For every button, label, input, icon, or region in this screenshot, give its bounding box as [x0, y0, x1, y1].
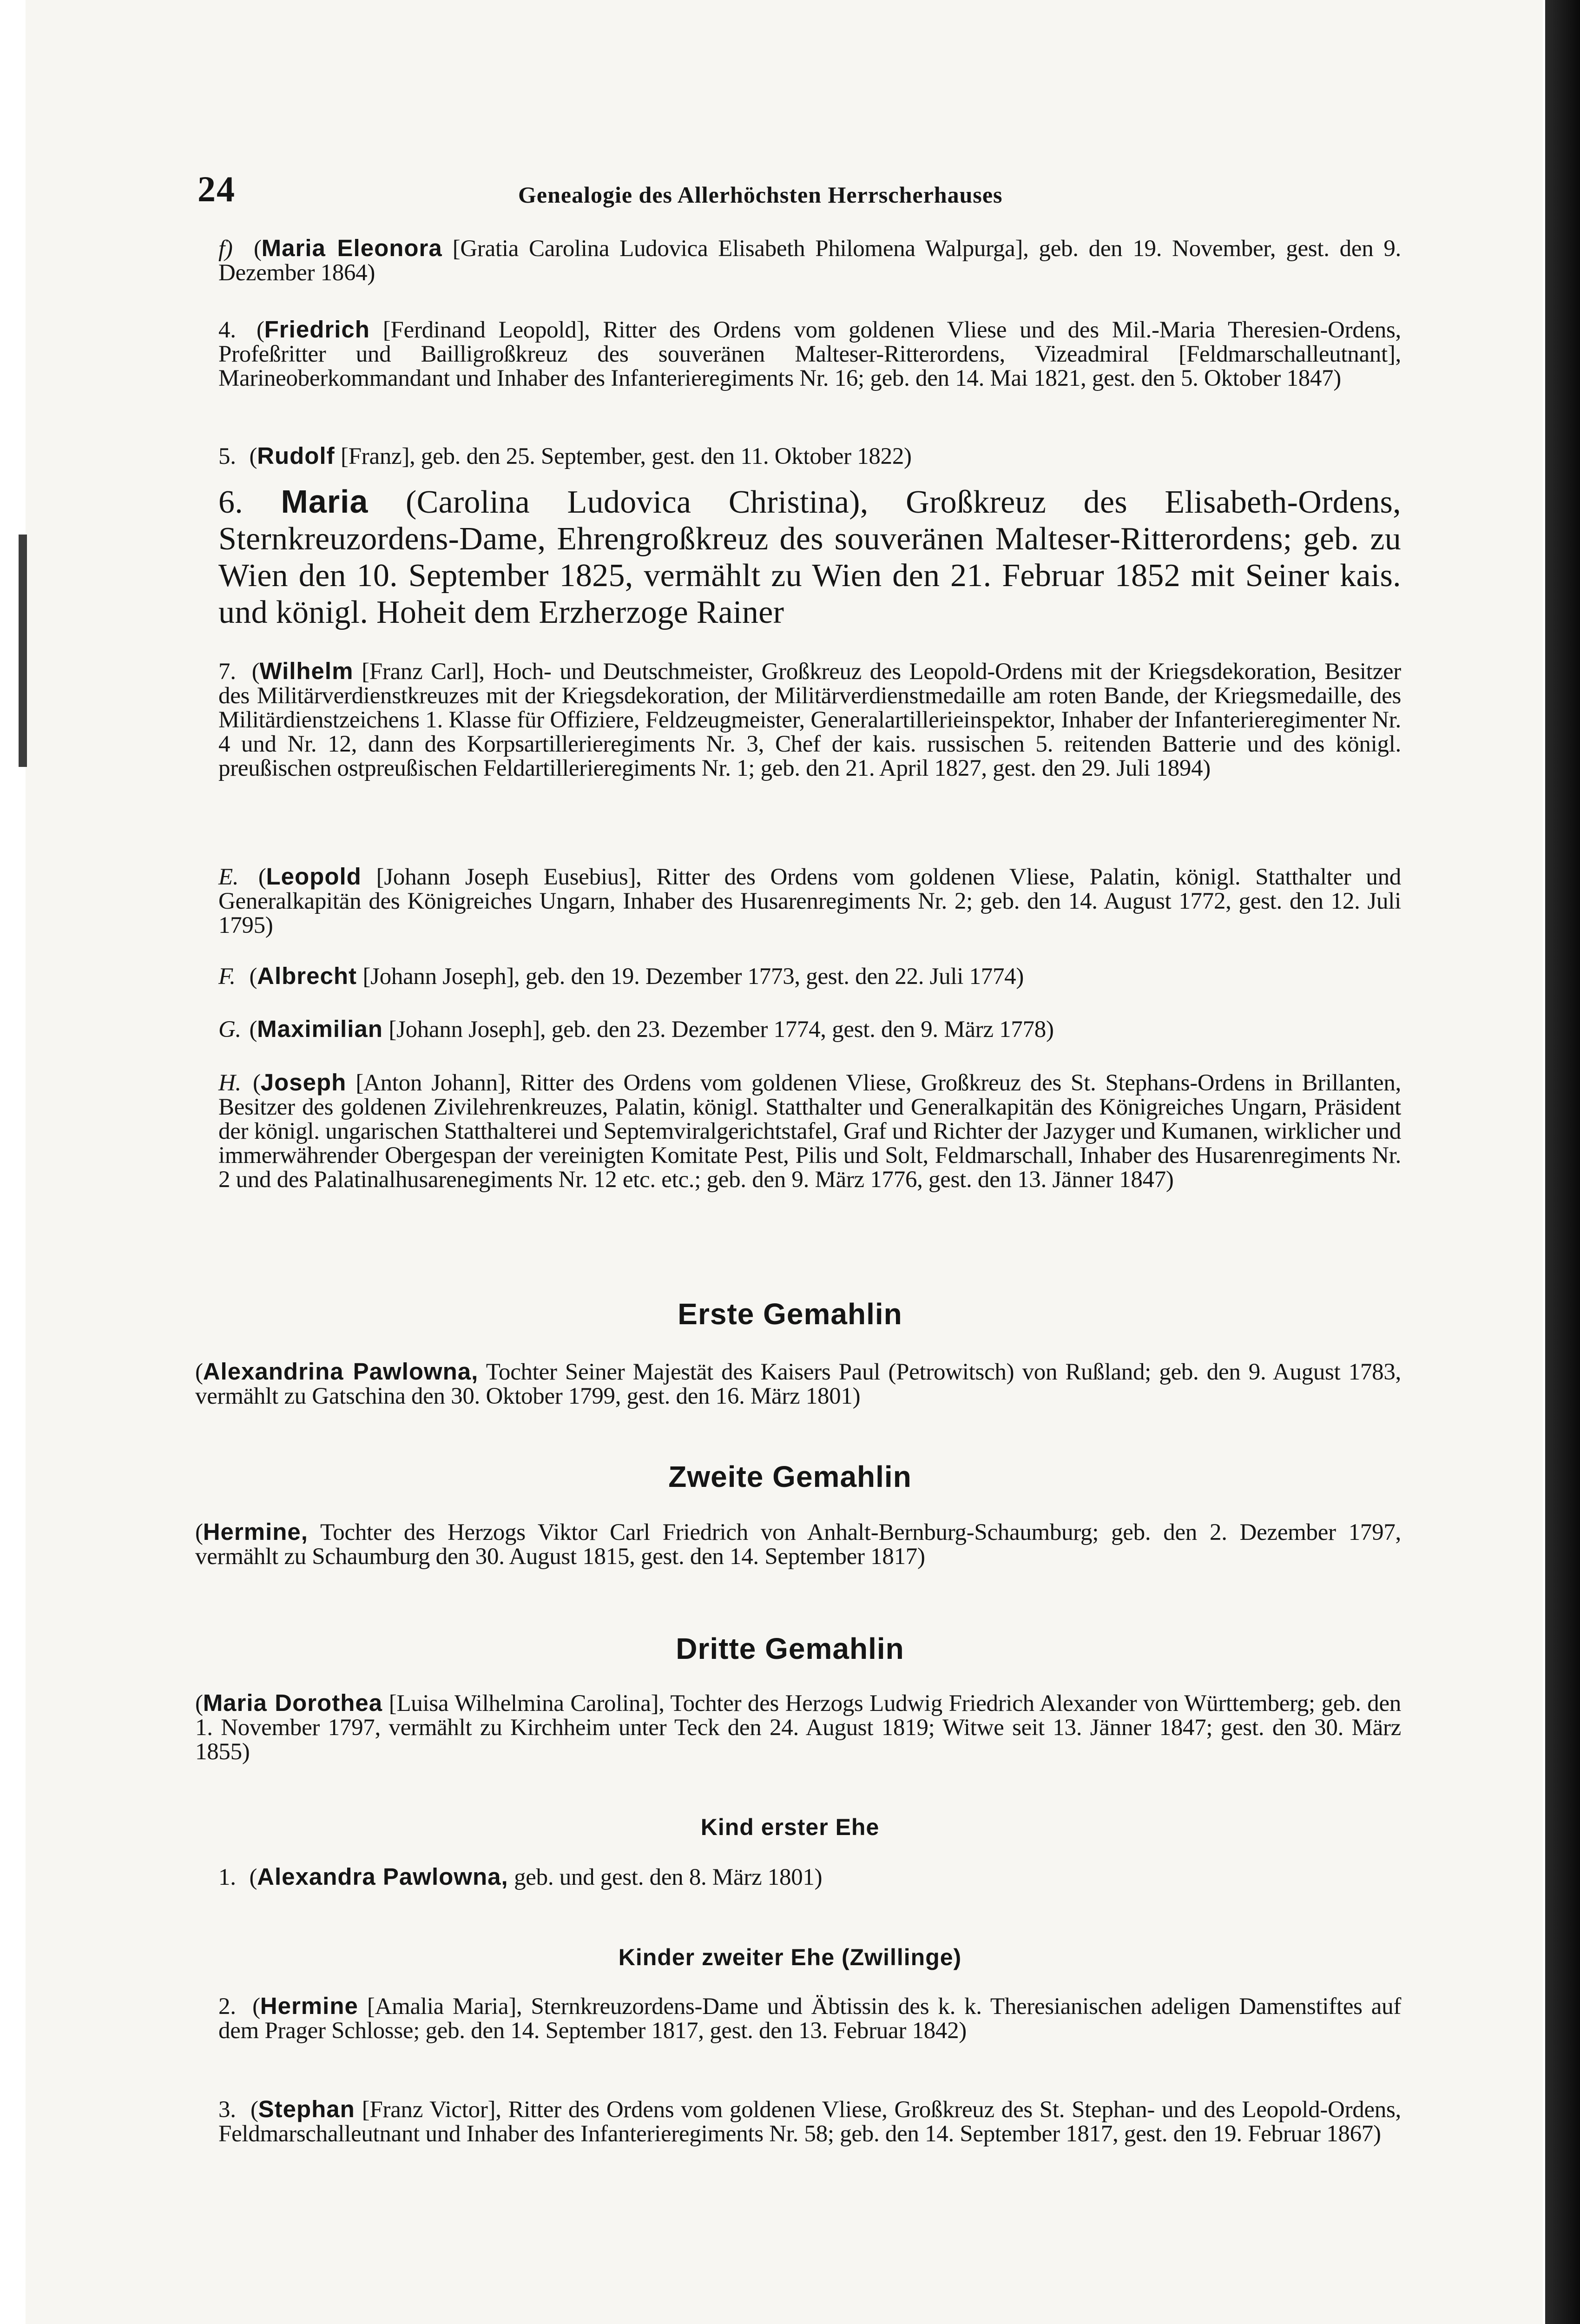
- entry-text: [Luisa Wilhelmina Carolina], Tochter des Herzogs Ludwig Friedrich Alexander von Württemberg; geb. den 1. November 1797, vermählt zu Kirchheim unter Teck den 24. August 1819; Witwe seit 13. Jänner 1847; gest. den 30. März 1855): [195, 1690, 1402, 1765]
- entry-hermine-gemahlin: (Hermine, Tochter des Herzogs Viktor Carl Friedrich von Anhalt-Bernburg-Schaumburg; geb. den 2. Dezember 1797, vermählt zu Schaumburg den 30. August 1815, gest. den 14. September 1817): [195, 1519, 1401, 1570]
- entry-text: [Anton Johann], Ritter des Ordens vom goldenen Vliese, Großkreuz des St. Stephans-Ordens in Brillanten, Besitzer des goldenen Zivilehrenkreuzes, Palatin, königl. Statthalter und Generalkapitän des Königreiches Ungarn, Präsident der königl. ungarischen Statthalterei und Septemviralgerichtstafel, Graf und Richter der Jazyger und Kumanen, wirklicher und immerwährender Obergespan der vereinigten Komitate Pest, Pilis und Solt, Feldmarschall, Inhaber des Husarenregiments Nr. 2 und des Palatinalhusarenegiments Nr. 12 etc. etc.; geb. den 9. März 1776, gest. den 13. Jänner 1847): [218, 1070, 1401, 1193]
- entry-text: [Johann Joseph], geb. den 19. Dezember 1773, gest. den 22. Juli 1774): [362, 964, 1024, 990]
- entry-name: Joseph: [260, 1069, 347, 1096]
- entry-text: [Franz Victor], Ritter des Ordens vom goldenen Vliese, Großkreuz des St. Stephan- und des Leopold-Ordens, Feldmarschalleutnant und Inhaber des Infanterieregiments Nr. 58; geb. den 14. September 1817, gest. den 19. Februar 1867): [218, 2097, 1401, 2147]
- entry-name: Rudolf: [257, 442, 335, 469]
- entry-name: Friedrich: [264, 316, 370, 343]
- entry-alexandrina: (Alexandrina Pawlowna, Tochter Seiner Majestät des Kaisers Paul (Petrowitsch) von Rußland; geb. den 9. August 1783, vermählt zu Gatschina den 30. Oktober 1799, gest. den 16. März 1801): [195, 1358, 1402, 1409]
- page-number: 24: [198, 169, 236, 209]
- entry-text: [Amalia Maria], Sternkreuzordens-Dame und Äbtissin des k. k. Theresianischen adeligen Damenstiftes auf dem Prager Schlosse; geb. den 14. September 1817, gest. den 13. Februar 1842): [218, 1994, 1402, 2044]
- entry-leopold: E. (Leopold [Johann Joseph Eusebius], Ritter des Ordens vom goldenen Vliese, Palatin, königl. Statthalter und Generalkapitän des Königreiches Ungarn, Inhaber des Husarenregiments Nr. 2; geb. den 14. August 1772, gest. den 12. Juli 1795): [218, 863, 1401, 938]
- entry-index: 7.: [218, 659, 236, 685]
- entry-name: Albrecht: [257, 963, 357, 989]
- entry-index: 6.: [218, 484, 244, 520]
- entry-name: Alexandra Pawlowna,: [257, 1863, 508, 1890]
- entry-friedrich: 4. (Friedrich [Ferdinand Leopold], Ritter des Ordens vom goldenen Vliese und des Mil.-Maria Theresien-Ordens, Profeßritter und Bailligroßkreuz des souveränen Malteser-Ritterordens, Vizeadmiral [Feldmarschalleutnant], Marineoberkommandant und Inhaber des Infanterieregiments Nr. 16; geb. den 14. Mai 1821, gest. den 5. Oktober 1847): [218, 316, 1401, 391]
- heading-erste-gemahlin: Erste Gemahlin: [678, 1297, 902, 1331]
- heading-zweite-gemahlin: Zweite Gemahlin: [668, 1460, 912, 1493]
- entry-maximilian: G. (Maximilian [Johann Joseph], geb. den 23. Dezember 1774, gest. den 9. März 1778): [218, 1016, 1054, 1043]
- entry-index: H.: [218, 1070, 241, 1096]
- entry-index: F.: [218, 964, 236, 990]
- entry-index: G.: [218, 1017, 241, 1043]
- entry-index: 3.: [218, 2097, 236, 2123]
- entry-name: Leopold: [266, 863, 362, 890]
- entry-alexandra-pawlowna: 1. (Alexandra Pawlowna, geb. und gest. den 8. März 1801): [218, 1863, 823, 1890]
- entry-name: Alexandrina Pawlowna,: [203, 1358, 479, 1385]
- entry-text: [Johann Joseph Eusebius], Ritter des Ordens vom goldenen Vliese, Palatin, königl. Statthalter und Generalkapitän des Königreiches Ungarn, Inhaber des Husarenregiments Nr. 2; geb. den 14. August 1772, gest. den 12. Juli 1795): [218, 864, 1401, 938]
- scan-border-left: [19, 535, 27, 767]
- running-head: Genealogie des Allerhöchsten Herrscherhauses: [518, 182, 1003, 208]
- entry-name: Wilhelm: [259, 658, 354, 684]
- entry-joseph: H. (Joseph [Anton Johann], Ritter des Ordens vom goldenen Vliese, Großkreuz des St. Stephans-Ordens in Brillanten, Besitzer des goldenen Zivilehrenkreuzes, Palatin, königl. Statthalter und Generalkapitän des Königreiches Ungarn, Präsident der königl. ungarischen Statthalterei und Septemviralgerichtstafel, Graf und Richter der Jazyger und Kumanen, wirklicher und immerwährender Obergespan der vereinigten Komitate Pest, Pilis und Solt, Feldmarschall, Inhaber des Husarenregiments Nr. 2 und des Palatinalhusarenegiments Nr. 12 etc. etc.; geb. den 9. März 1776, gest. den 13. Jänner 1847): [218, 1069, 1401, 1193]
- heading-kinder-zweiter-ehe: Kinder zweiter Ehe (Zwillinge): [618, 1944, 962, 1970]
- heading-dritte-gemahlin: Dritte Gemahlin: [676, 1632, 904, 1665]
- entry-name: Maria: [281, 483, 369, 520]
- entry-stephan: 3. (Stephan [Franz Victor], Ritter des Ordens vom goldenen Vliese, Großkreuz des St. Stephan- und des Leopold-Ordens, Feldmarschalleutnant und Inhaber des Infanterieregiments Nr. 58; geb. den 14. September 1817, gest. den 19. Februar 1867): [218, 2096, 1401, 2147]
- entry-name: Maria Dorothea: [203, 1690, 383, 1716]
- entry-albrecht: F. (Albrecht [Johann Joseph], geb. den 19. Dezember 1773, gest. den 22. Juli 1774): [218, 963, 1024, 990]
- entry-name: Maria Eleonora: [261, 235, 442, 261]
- entry-maria-eleonora: f) (Maria Eleonora [Gratia Carolina Ludovica Elisabeth Philomena Walpurga], geb. den 19. November, gest. den 9. Dezember 1864): [218, 235, 1402, 286]
- entry-text: [Ferdinand Leopold], Ritter des Ordens vom goldenen Vliese und des Mil.-Maria Theresien-Ordens, Profeßritter und Bailligroßkreuz des souveränen Malteser-Ritterordens, Vizeadmiral [Feldmarschalleutnant], Marineoberkommandant und Inhaber des Infanterieregiments Nr. 16; geb. den 14. Mai 1821, gest. den 5. Oktober 1847): [218, 317, 1401, 391]
- entry-text: [Gratia Carolina Ludovica Elisabeth Philomena Walpurga], geb. den 19. November, gest. den 9. Dezember 1864): [218, 236, 1402, 286]
- entry-index: E.: [218, 864, 239, 890]
- entry-text: [Franz], geb. den 25. September, gest. den 11. Oktober 1822): [341, 443, 912, 469]
- entry-name: Stephan: [258, 2096, 355, 2122]
- entry-index: 2.: [218, 1994, 236, 2020]
- scan-border-right: [1545, 0, 1580, 2324]
- entry-name: Hermine,: [203, 1519, 308, 1545]
- entry-hermine-tochter: 2. (Hermine [Amalia Maria], Sternkreuzordens-Dame und Äbtissin des k. k. Theresianischen adeligen Damenstiftes auf dem Prager Schlosse; geb. den 14. September 1817, gest. den 13. Februar 1842): [218, 1993, 1402, 2044]
- entry-text: (Carolina Ludovica Christina), Großkreuz des Elisabeth-Ordens, Sternkreuzordens-Dame, Ehrengroßkreuz des souveränen Malteser-Ritterordens; geb. zu Wien den 10. September 1825, vermählt zu Wien den 21. Februar 1852 mit Seiner kais. und königl. Hoheit dem Erzherzoge Rainer: [218, 484, 1401, 630]
- entry-text: [Johann Joseph], geb. den 23. Dezember 1774, gest. den 9. März 1778): [388, 1017, 1054, 1043]
- entry-index: f): [218, 236, 233, 262]
- entry-index: 5.: [218, 443, 236, 469]
- entry-index: 4.: [218, 317, 236, 343]
- entry-text: Tochter Seiner Majestät des Kaisers Paul (Petrowitsch) von Rußland; geb. den 9. August 1783, vermählt zu Gatschina den 30. Oktober 1799, gest. den 16. März 1801): [195, 1359, 1402, 1409]
- entry-text: Tochter des Herzogs Viktor Carl Friedrich von Anhalt-Bernburg-Schaumburg; geb. den 2. Dezember 1797, vermählt zu Schaumburg den 30. August 1815, gest. den 14. September 1817): [195, 1519, 1401, 1570]
- entry-wilhelm: 7. (Wilhelm [Franz Carl], Hoch- und Deutschmeister, Großkreuz des Leopold-Ordens mit der Kriegsdekoration, Besitzer des Militärverdienstkreuzes mit der Kriegsdekoration, der Militärverdienstmedaille am roten Bande, der Kriegsmedaille, des Militärdienstzeichens 1. Klasse für Offiziere, Feldzeugmeister, Generalartillerieinspektor, Inhaber der Infanterieregimenter Nr. 4 und Nr. 12, dann des Korpsartillerieregiments Nr. 3, Chef der kais. russischen 5. reitenden Batterie und des königl. preußischen ostpreußischen Feldartillerieregiments Nr. 1; geb. den 21. April 1827, gest. den 29. Juli 1894): [218, 658, 1401, 781]
- heading-kind-erster-ehe: Kind erster Ehe: [700, 1814, 880, 1840]
- entry-rudolf: 5. (Rudolf [Franz], geb. den 25. September, gest. den 11. Oktober 1822): [218, 442, 912, 469]
- entry-name: Maximilian: [257, 1016, 383, 1042]
- entry-text: [Franz Carl], Hoch- und Deutschmeister, Großkreuz des Leopold-Ordens mit der Kriegsdekoration, Besitzer des Militärverdienstkreuzes mit der Kriegsdekoration, der Militärverdienstmedaille am roten Bande, der Kriegsmedaille, des Militärdienstzeichens 1. Klasse für Offiziere, Feldzeugmeister, Generalartillerieinspektor, Inhaber der Infanterieregimenter Nr. 4 und Nr. 12, dann des Korpsartillerieregiments Nr. 3, Chef der kais. russischen 5. reitenden Batterie und des königl. preußischen ostpreußischen Feldartillerieregiments Nr. 1; geb. den 21. April 1827, gest. den 29. Juli 1894): [218, 659, 1401, 781]
- entry-maria-dorothea: (Maria Dorothea [Luisa Wilhelmina Carolina], Tochter des Herzogs Ludwig Friedrich Alexander von Württemberg; geb. den 1. November 1797, vermählt zu Kirchheim unter Teck den 24. August 1819; Witwe seit 13. Jänner 1847; gest. den 30. März 1855): [195, 1690, 1402, 1765]
- entry-index: 1.: [218, 1864, 236, 1890]
- entry-name: Hermine: [260, 1993, 358, 2019]
- entry-text: geb. und gest. den 8. März 1801): [514, 1864, 823, 1890]
- entry-maria: [218, 483, 1401, 631]
